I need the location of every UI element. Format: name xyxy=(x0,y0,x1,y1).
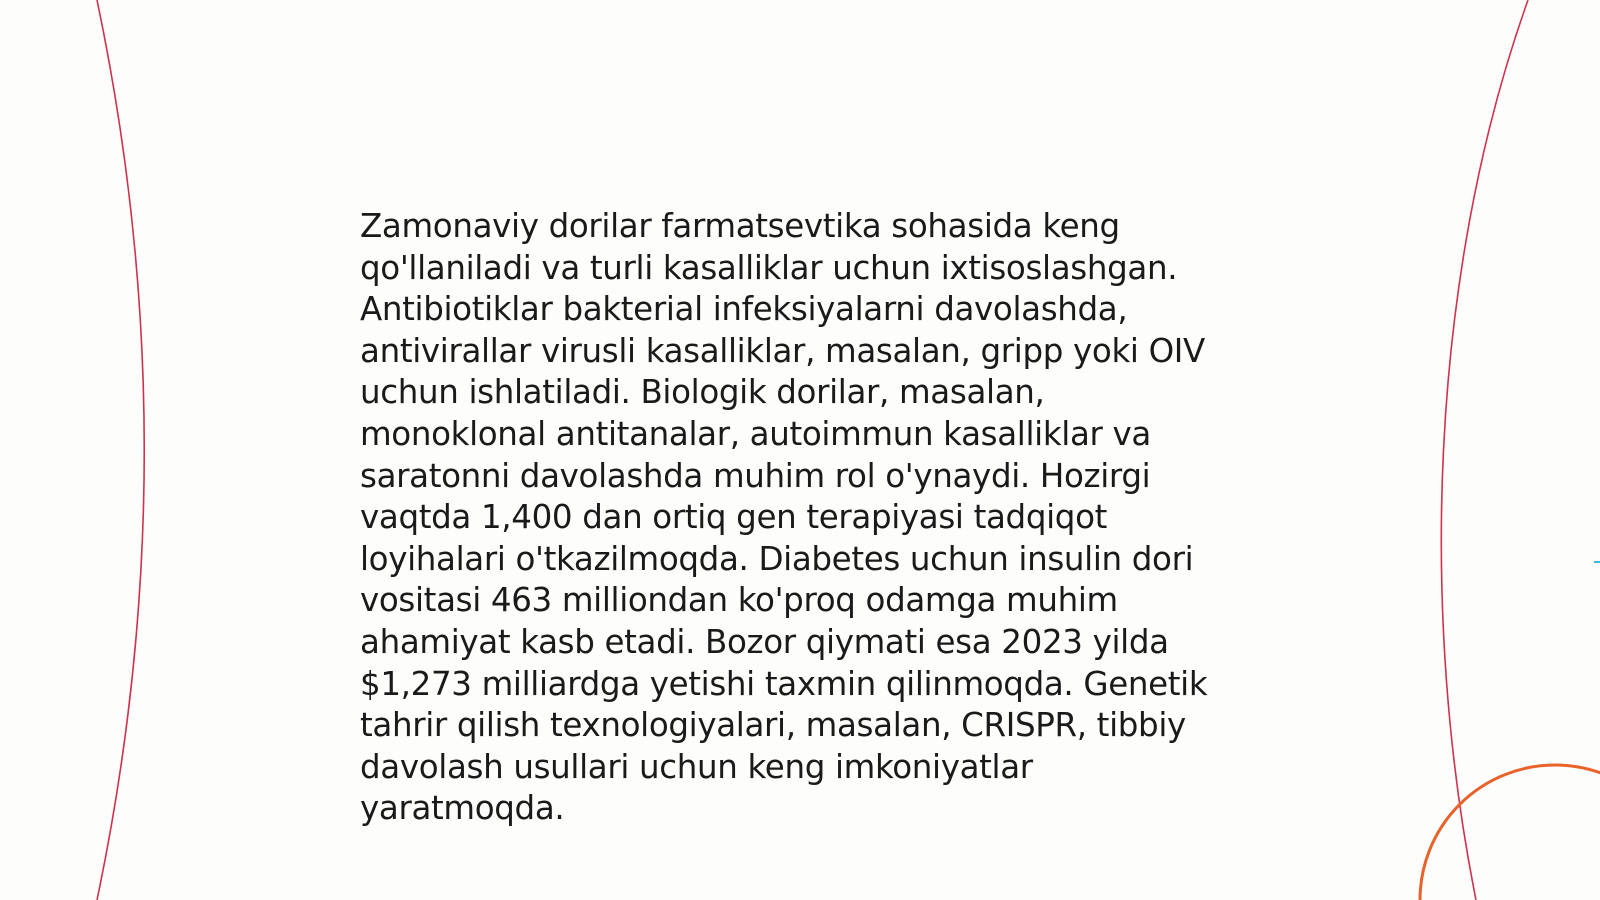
right-arc-line xyxy=(1441,0,1528,900)
body-paragraph: Zamonaviy dorilar farmatsevtika sohasida keng qo'llaniladi va turli kasalliklar uchun ixtisoslashgan. Antibiotiklar bakterial infeksiyalarni davolashda, antivirallar virusli kasalliklar, masalan, gripp yoki OIV uchun ishlatiladi. Biologik dorilar, masalan, monoklonal antitanalar, autoimmun kasalliklar va saratonni davolashda muhim rol o'ynaydi. Hozirgi vaqtda 1,400 dan ortiq gen terapiyasi tadqiqot loyihalari o'tkazilmoqda. Diabetes uchun insulin dori vositasi 463 milliondan ko'proq odamga muhim ahamiyat kasb etadi. Bozor qiymati esa 2023 yilda $1,273 milliardga yetishi taxmin qilinmoqda. Genetik tahrir qilish texnologiyalari, masalan, CRISPR, tibbiy davolash usullari uchun keng imkoniyatlar yaratmoqda. xyxy=(360,207,1208,828)
left-arc-line xyxy=(97,0,144,900)
orange-circle-outline xyxy=(1420,765,1600,900)
text-block xyxy=(360,206,1240,830)
